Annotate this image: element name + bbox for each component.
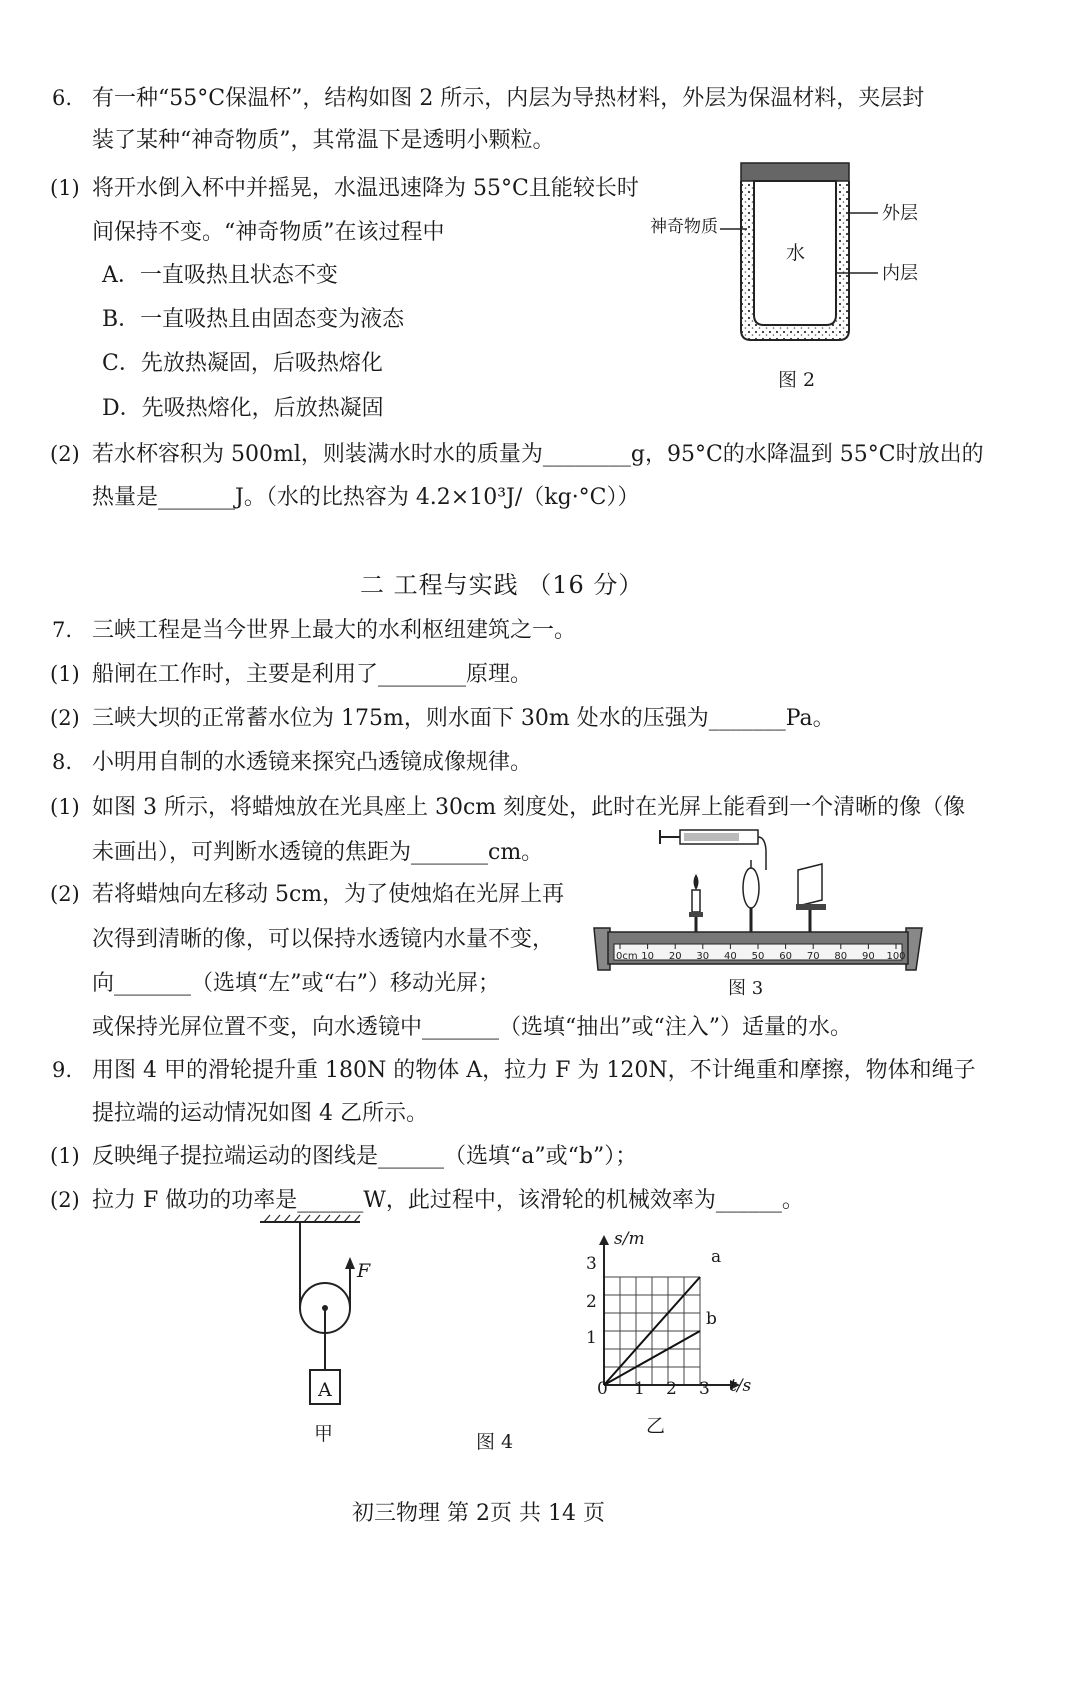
fig2-label-water: 水 bbox=[786, 242, 806, 264]
fig2-caption: 图 2 bbox=[778, 369, 816, 391]
fig4-block-label: A bbox=[318, 1379, 332, 1401]
q8-part2-line4: 或保持光屏位置不变，向水透镜中_______（选填“抽出”或“注入”）适量的水。 bbox=[92, 1015, 852, 1040]
fig4-right-caption: 乙 bbox=[646, 1415, 666, 1437]
q8-stem: 小明用自制的水透镜来探究凸透镜成像规律。 bbox=[92, 750, 533, 775]
q9-part2: 拉力 F 做功的功率是______W，此过程中，该滑轮的机械效率为______。 bbox=[92, 1188, 804, 1213]
bench-tick-label: 90 bbox=[862, 951, 875, 962]
q6-stem-line2: 装了某种“神奇物质”，其常温下是透明小颗粒。 bbox=[92, 128, 555, 153]
bench-tick-label: 50 bbox=[751, 951, 765, 962]
q7-part2-label: (2) bbox=[50, 706, 80, 730]
q6-part2-label: (2) bbox=[50, 442, 80, 466]
fig4-left-caption: 甲 bbox=[314, 1423, 334, 1445]
q7-stem: 三峡工程是当今世界上最大的水利枢纽建筑之一。 bbox=[92, 618, 577, 643]
q7-part2: 三峡大坝的正常蓄水位为 175m，则水面下 30m 处水的压强为_______Pa。 bbox=[92, 706, 835, 731]
chart-y-tick-1: 1 bbox=[586, 1328, 597, 1348]
bench-tick-label: 20 bbox=[668, 951, 682, 962]
q9-stem-line2: 提拉端的运动情况如图 4 乙所示。 bbox=[92, 1101, 428, 1126]
q9-part2-label: (2) bbox=[50, 1188, 80, 1212]
q8-part1-label: (1) bbox=[50, 795, 80, 819]
q8-number: 8. bbox=[52, 750, 73, 774]
chart-x-tick-3: 3 bbox=[699, 1379, 710, 1399]
chart-x-tick-2: 2 bbox=[666, 1379, 677, 1399]
force-arrow bbox=[345, 1257, 355, 1269]
bench-tick-label: 60 bbox=[779, 951, 792, 962]
q6-option-d: D．先吸热熔化，后放热凝固 bbox=[102, 396, 384, 421]
fig4-force-label: F bbox=[357, 1260, 371, 1282]
bench-tick-label: 70 bbox=[806, 951, 820, 962]
q8-part2-line1: 若将蜡烛向左移动 5cm，为了使烛焰在光屏上再 bbox=[92, 882, 565, 907]
bench-tick-label: 100 bbox=[886, 951, 906, 962]
chart-x-label: t/s bbox=[730, 1376, 752, 1396]
q9-number: 9. bbox=[52, 1058, 73, 1082]
q9-part1: 反映绳子提拉端运动的图线是______（选填“a”或“b”）； bbox=[92, 1144, 638, 1169]
q7-number: 7. bbox=[52, 618, 73, 642]
q7-part1: 船闸在工作时，主要是利用了________原理。 bbox=[92, 662, 533, 687]
bench-tick-label: 30 bbox=[696, 951, 710, 962]
candle bbox=[692, 890, 700, 912]
q6-option-c: C．先放热凝固，后吸热熔化 bbox=[102, 351, 383, 376]
q6-number: 6. bbox=[52, 86, 73, 110]
q8-part1-line2: 未画出），可判断水透镜的焦距为_______cm。 bbox=[92, 840, 544, 865]
page-footer: 初三物理 第 2页 共 14 页 bbox=[352, 1501, 605, 1526]
syringe-tube bbox=[758, 837, 766, 870]
q7-part1-label: (1) bbox=[50, 662, 80, 686]
fig2-label-inner-layer: 内层 bbox=[882, 263, 918, 284]
chart-y-tick-3: 3 bbox=[586, 1254, 597, 1274]
fig3-caption: 图 3 bbox=[728, 978, 764, 999]
q8-part2-line3: 向_______（选填“左”或“右”）移动光屏； bbox=[92, 971, 500, 996]
light-screen bbox=[798, 864, 822, 906]
q6-stem-line1: 有一种“55°C保温杯”，结构如图 2 所示，内层为导热材料，外层为保温材料，夹层封 bbox=[92, 86, 925, 111]
fig4-caption: 图 4 bbox=[476, 1431, 514, 1453]
fig2-label-magic-substance: 神奇物质 bbox=[650, 217, 718, 237]
q9-part1-label: (1) bbox=[50, 1144, 80, 1168]
q9-stem-line1: 用图 4 甲的滑轮提升重 180N 的物体 A，拉力 F 为 120N，不计绳重和摩擦，物体和绳子 bbox=[92, 1058, 976, 1083]
chart-y-label: s/m bbox=[614, 1229, 645, 1249]
figure-4-pulley bbox=[250, 1212, 380, 1422]
bench-tick-label: 0cm bbox=[616, 951, 638, 962]
q6-part1-line2: 间保持不变。“神奇物质”在该过程中 bbox=[92, 220, 445, 245]
cup-lid bbox=[741, 163, 849, 181]
fig2-label-outer-layer: 外层 bbox=[882, 203, 918, 224]
chart-series-label-b: b bbox=[706, 1309, 717, 1329]
section-2-title: 二 工程与实践 （16 分） bbox=[360, 571, 644, 599]
bench-tick-label: 10 bbox=[641, 951, 654, 962]
q6-option-b: B．一直吸热且由固态变为液态 bbox=[102, 307, 405, 332]
figure-3-optical-bench bbox=[590, 820, 930, 980]
chart-series-label-a: a bbox=[711, 1247, 722, 1267]
q6-option-a: A．一直吸热且状态不变 bbox=[102, 263, 338, 288]
water-lens bbox=[743, 868, 759, 908]
figure-2-thermos-cup bbox=[670, 155, 950, 355]
candle-flame bbox=[694, 874, 699, 890]
q6-part1-line1: 将开水倒入杯中并摇晃，水温迅速降为 55°C且能较长时 bbox=[92, 176, 639, 201]
chart-origin-label: 0 bbox=[597, 1379, 608, 1399]
q8-part1-line1: 如图 3 所示，将蜡烛放在光具座上 30cm 刻度处，此时在光屏上能看到一个清晰的像（像 bbox=[92, 795, 966, 820]
q6-part2-line2: 热量是_______J。（水的比热容为 4.2×10³J/（kg·°C）） bbox=[92, 485, 640, 510]
chart-x-tick-1: 1 bbox=[634, 1379, 645, 1399]
q6-part1-label: (1) bbox=[50, 176, 80, 200]
q8-part2-line2: 次得到清晰的像，可以保持水透镜内水量不变， bbox=[92, 927, 555, 952]
bench-tick-label: 40 bbox=[724, 951, 737, 962]
q8-part2-label: (2) bbox=[50, 882, 80, 906]
q6-part2-line1: 若水杯容积为 500ml，则装满水时水的质量为________g，95°C的水降温到 55°C时放出的 bbox=[92, 442, 984, 467]
y-axis-arrow bbox=[599, 1235, 609, 1245]
bench-tick-label: 80 bbox=[834, 951, 848, 962]
chart-y-tick-2: 2 bbox=[586, 1292, 597, 1312]
